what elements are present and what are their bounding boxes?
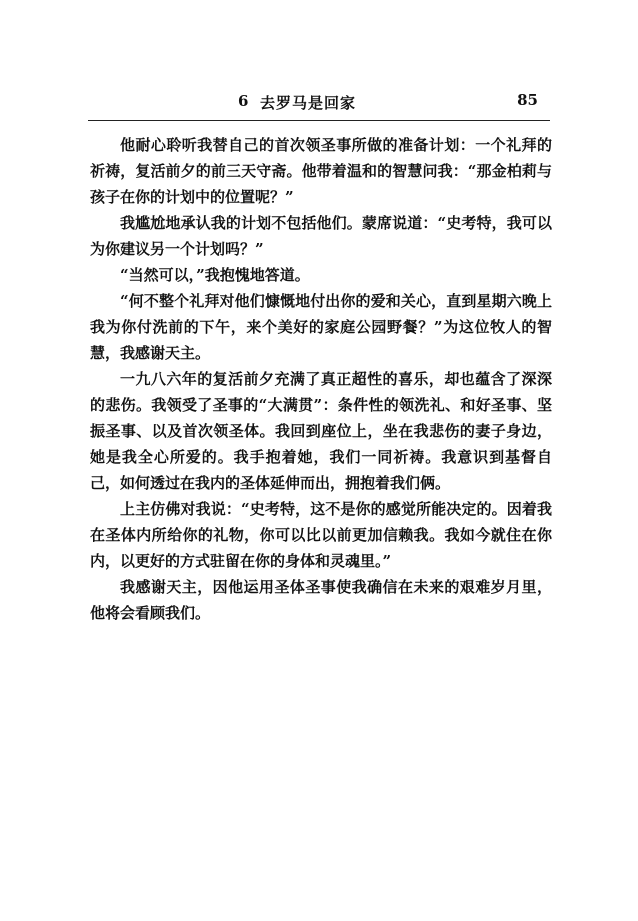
paragraph: 他耐心聆听我替自己的首次领圣事所做的准备计划：一个礼拜的祈祷，复活前夕的前三天守斋。他带着温和的智慧问我：“那金柏莉与孩子在你的计划中的位置呢？” — [90, 136, 552, 206]
paragraph: “何不整个礼拜对他们慷慨地付出你的爱和关心，直到星期六晚上我为你付洗前的下午，来个美好的家庭公园野餐？”为这位牧人的智慧，我感谢天主。 — [90, 292, 552, 362]
chapter-title: 去罗马是回家 — [260, 94, 357, 112]
paragraph: 一九八六年的复活前夕充满了真正超性的喜乐，却也蕴含了深深的悲伤。我领受了圣事的“大满贯”：条件性的领洗礼、和好圣事、坚振圣事、以及首次领圣体。我回到座位上，坐在我悲伤的妻子身边，她是我全心所爱的。我手抱着她，我们一同祈祷。我意识到基督自己，如何透过在我内的圣体延伸而出，拥抱着我们俩。 — [90, 370, 552, 492]
chapter-number: 6 — [238, 92, 249, 110]
paragraph: 我尴尬地承认我的计划不包括他们。蒙席说道：“史考特，我可以为你建议另一个计划吗？” — [90, 214, 552, 258]
paragraph: “当然可以，”我抱愧地答道。 — [120, 266, 310, 284]
running-header — [88, 90, 550, 121]
page-number: 85 — [517, 91, 538, 109]
paragraph: 我感谢天主，因他运用圣体圣事使我确信在未来的艰难岁月里，他将会看顾我们。 — [90, 578, 552, 622]
body-text — [90, 132, 552, 626]
paragraph: 上主仿佛对我说：“史考特，这不是你的感觉所能决定的。因着我在圣体内所给你的礼物，你可以比以前更加信赖我。我如今就住在你内，以更好的方式驻留在你的身体和灵魂里。” — [90, 500, 552, 570]
